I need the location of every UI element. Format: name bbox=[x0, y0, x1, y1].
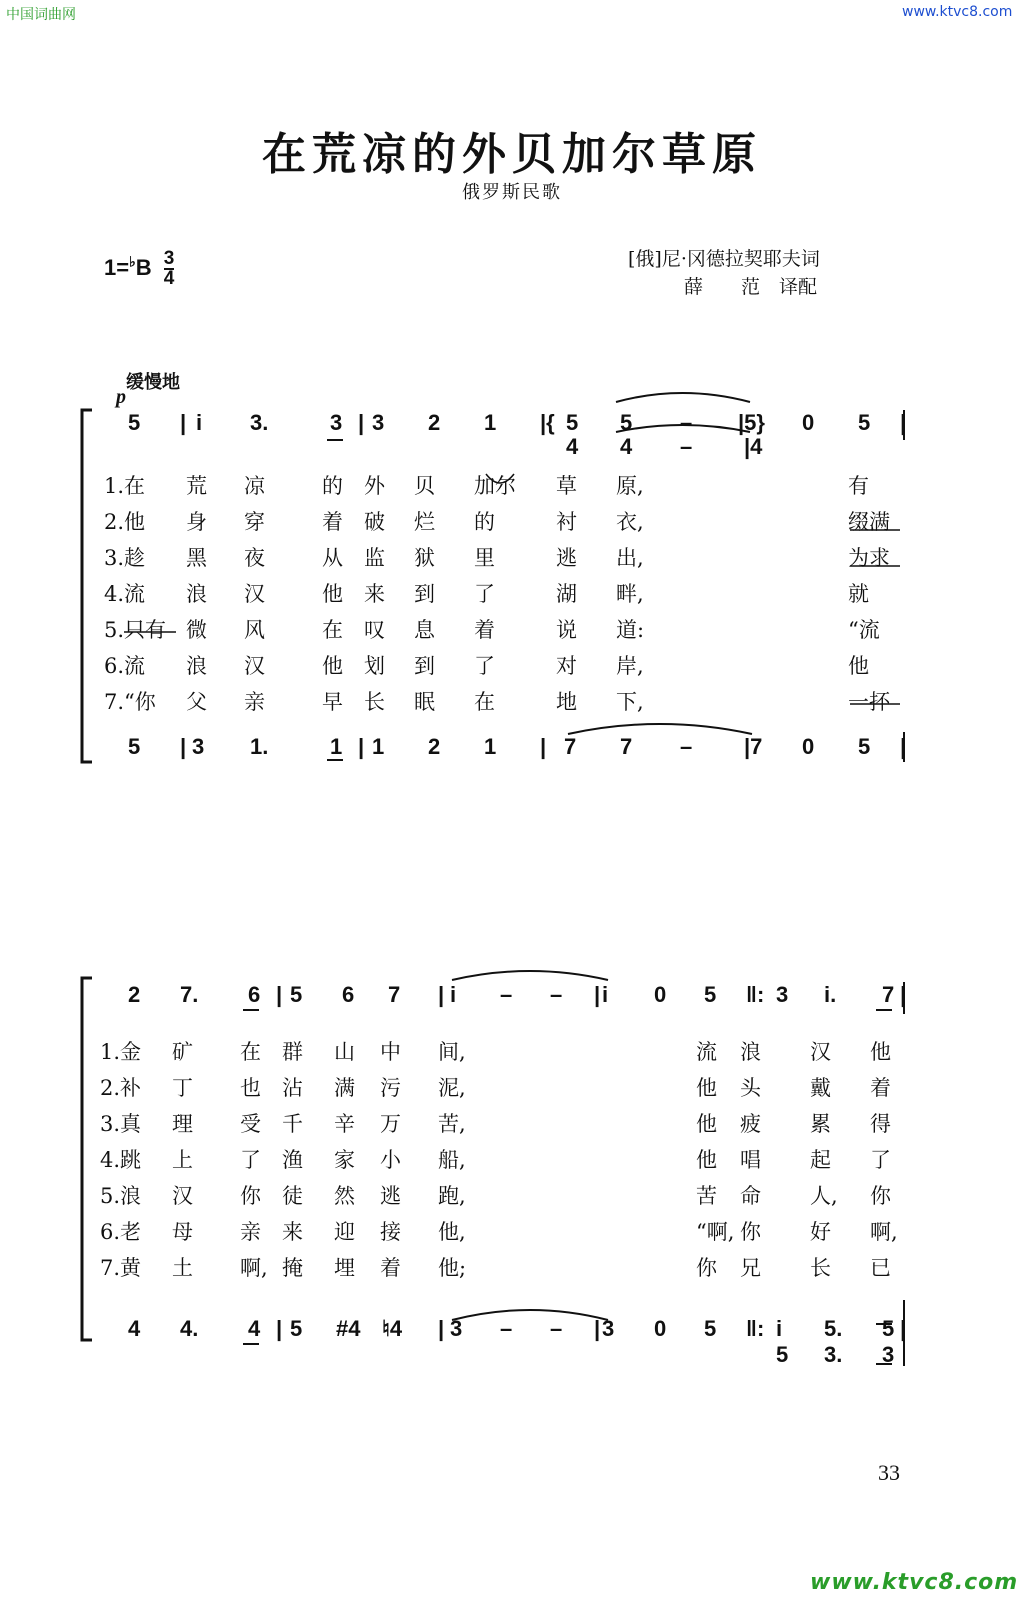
system1-verse-5-word-3: 在 bbox=[322, 618, 343, 642]
system2-verse-7-word-6: 他; bbox=[438, 1256, 467, 1280]
system2-verse-3-word-4: 辛 bbox=[334, 1112, 355, 1136]
system2-verse-7-word-8: 兄 bbox=[740, 1256, 761, 1280]
note-system1-upper-8: 1 bbox=[484, 410, 497, 435]
system2-verse-2-word-4: 满 bbox=[334, 1076, 355, 1100]
note-system1-upper-12: – bbox=[680, 410, 693, 435]
note-system1-bass-7: 2 bbox=[428, 734, 441, 759]
system2-verse-1-word-7: 流 bbox=[696, 1040, 717, 1064]
system2-verse-1-word-6: 间, bbox=[438, 1040, 466, 1064]
system1-verse-7-word-2: 亲 bbox=[244, 690, 265, 714]
system2-verse-4-word-9: 起 bbox=[810, 1148, 831, 1172]
system2-verse-7-word-5: 着 bbox=[380, 1256, 401, 1280]
note-system1-upper-10: 5 bbox=[566, 410, 579, 435]
note-system1-upper-14: 0 bbox=[802, 410, 815, 435]
watermark-top-left: 中国词曲网 bbox=[6, 7, 76, 23]
system2-verse-4-word-8: 唱 bbox=[740, 1148, 761, 1172]
note-system2-bass-1: 4. bbox=[180, 1316, 199, 1341]
system1-verse-7-word-5: 眠 bbox=[414, 690, 435, 714]
system2-verse-5-word-4: 然 bbox=[334, 1184, 355, 1208]
system1-verse-4-word-5: 到 bbox=[414, 582, 435, 606]
system1-verse-5-word-2: 风 bbox=[244, 618, 265, 642]
system1-verse-5-word-0: 5.只有 bbox=[104, 618, 167, 642]
system2-verse-2-word-9: 戴 bbox=[810, 1076, 831, 1100]
note-system1-bass-5: | bbox=[358, 734, 365, 759]
system1-verse-5-word-1: 微 bbox=[186, 618, 207, 642]
lyricist-credit: [俄]尼·冈德拉契耶夫词 bbox=[628, 248, 820, 270]
system2-verse-5-word-0: 5.浪 bbox=[100, 1184, 142, 1208]
note-system2-bass-11: | bbox=[594, 1316, 601, 1341]
system1-verse-1-word-8: 原, bbox=[616, 474, 644, 498]
note-system2-upper-7: | bbox=[438, 982, 445, 1007]
note-system1-lower_lead-1: 4 bbox=[620, 434, 633, 459]
system1-verse-1-word-5: 贝 bbox=[414, 474, 435, 498]
system1-verse-7-word-8: 下, bbox=[616, 690, 644, 714]
note-system1-bass-4: 1 bbox=[330, 734, 343, 759]
note-system2-upper-4: 5 bbox=[290, 982, 303, 1007]
system1-verse-2-word-0: 2.他 bbox=[104, 510, 146, 534]
system1-verse-3-word-1: 黑 bbox=[186, 546, 207, 570]
note-system2-bass-12: 3 bbox=[602, 1316, 615, 1341]
note-system2-bass-17: 5. bbox=[824, 1316, 843, 1341]
system1-verse-7-word-0: 7.“你 bbox=[104, 690, 156, 714]
system2-verse-4-word-3: 渔 bbox=[282, 1148, 303, 1172]
system1-verse-6-word-7: 对 bbox=[556, 654, 577, 678]
note-system2-upper-9: – bbox=[500, 982, 513, 1007]
system2-verse-2-word-3: 沾 bbox=[282, 1076, 303, 1100]
note-system1-upper-3: 3. bbox=[250, 410, 269, 435]
system1-verse-7-word-4: 长 bbox=[364, 690, 385, 714]
note-system2-bass-2: 4 bbox=[248, 1316, 261, 1341]
system2-verse-1-word-9: 汉 bbox=[810, 1040, 831, 1064]
system1-verse-6-word-3: 他 bbox=[322, 654, 343, 678]
note-system1-upper-13: |5} bbox=[738, 410, 765, 435]
system1-verse-1-word-1: 荒 bbox=[186, 474, 207, 498]
song-title: 在荒凉的外贝加尔草原 bbox=[262, 129, 762, 180]
system1-verse-1-word-9: 有 bbox=[848, 474, 869, 498]
system2-verse-3-word-9: 累 bbox=[810, 1112, 831, 1136]
system1-verse-3-word-9: 为求 bbox=[848, 546, 890, 570]
system1-verse-5-word-7: 说 bbox=[556, 618, 577, 642]
time-numerator: 3 bbox=[163, 248, 175, 269]
system2-verse-7-word-2: 啊, bbox=[240, 1256, 268, 1280]
system1-verse-2-word-7: 衬 bbox=[556, 510, 577, 534]
system1-verse-4-word-0: 4.流 bbox=[104, 582, 146, 606]
system1-verse-2-word-8: 衣, bbox=[616, 510, 644, 534]
note-system2-bass-15: ‖: bbox=[746, 1316, 765, 1341]
note-system2-bass-19: | bbox=[900, 1316, 907, 1341]
system1-verse-2-word-4: 破 bbox=[364, 510, 385, 534]
system2-verse-6-word-7: “啊, bbox=[696, 1220, 735, 1244]
system2-verse-6-word-2: 亲 bbox=[240, 1220, 261, 1244]
note-system2-upper-13: 0 bbox=[654, 982, 667, 1007]
note-system1-bass-6: 1 bbox=[372, 734, 385, 759]
system1-verse-5-word-5: 息 bbox=[414, 618, 435, 642]
system2-verse-6-word-5: 接 bbox=[380, 1220, 401, 1244]
system2-verse-7-word-4: 埋 bbox=[334, 1256, 355, 1280]
system1-verse-1-word-3: 的 bbox=[322, 474, 343, 498]
system2-verse-1-word-4: 山 bbox=[334, 1040, 355, 1064]
system2-verse-2-word-6: 泥, bbox=[438, 1076, 466, 1100]
system1-verse-6-word-2: 汉 bbox=[244, 654, 265, 678]
system2-verse-5-word-6: 跑, bbox=[438, 1184, 466, 1208]
note-system2-bass-7: | bbox=[438, 1316, 445, 1341]
system2-verse-5-word-9: 人, bbox=[810, 1184, 838, 1208]
note-system1-upper-15: 5 bbox=[858, 410, 871, 435]
system1-verse-3-word-8: 出, bbox=[616, 546, 644, 570]
system1-verse-4-word-7: 湖 bbox=[556, 582, 577, 606]
system2-verse-5-word-8: 命 bbox=[740, 1184, 761, 1208]
system1-verse-4-word-4: 来 bbox=[364, 582, 385, 606]
system1-verse-6-word-9: 他 bbox=[848, 654, 869, 678]
system1-verse-7-word-9: 一抔 bbox=[848, 690, 890, 714]
tie-bass-2 bbox=[452, 1310, 608, 1320]
system2-verse-3-word-3: 千 bbox=[282, 1112, 303, 1136]
note-system2-upper-11: | bbox=[594, 982, 601, 1007]
system1-verse-3-word-5: 狱 bbox=[414, 546, 435, 570]
system1-verse-6-word-4: 划 bbox=[364, 654, 385, 678]
system2-verse-7-word-7: 你 bbox=[696, 1256, 717, 1280]
note-system2-bass_lower-2: 3 bbox=[882, 1342, 895, 1367]
system2-verse-3-word-1: 理 bbox=[172, 1112, 193, 1136]
system2-verse-1-word-1: 矿 bbox=[172, 1040, 193, 1064]
note-system1-bass-11: 7 bbox=[620, 734, 633, 759]
system2-verse-6-word-8: 你 bbox=[740, 1220, 761, 1244]
note-system2-bass-16: i bbox=[776, 1316, 783, 1341]
system2-verse-4-word-10: 了 bbox=[870, 1148, 891, 1172]
system2-verse-3-word-10: 得 bbox=[870, 1112, 891, 1136]
system1-verse-3-word-3: 从 bbox=[322, 546, 343, 570]
system1-verse-2-word-3: 着 bbox=[322, 510, 343, 534]
note-system1-lower_lead-3: |4 bbox=[744, 434, 763, 459]
note-system1-bass-3: 1. bbox=[250, 734, 269, 759]
tie-bass-1 bbox=[568, 724, 752, 734]
tempo-marking: 缓慢地 bbox=[126, 372, 180, 393]
system2-verse-5-word-3: 徒 bbox=[282, 1184, 303, 1208]
system2-verse-4-word-2: 了 bbox=[240, 1148, 261, 1172]
system2-verse-4-word-4: 家 bbox=[334, 1148, 355, 1172]
system2-verse-1-word-3: 群 bbox=[282, 1040, 303, 1064]
note-system2-upper-17: i. bbox=[824, 982, 837, 1007]
note-system2-upper-8: i bbox=[450, 982, 457, 1007]
system1-verse-1-word-6: 加尔 bbox=[474, 474, 516, 498]
system1-verse-6-word-1: 浪 bbox=[186, 654, 207, 678]
note-system1-bass-14: 0 bbox=[802, 734, 815, 759]
system2-verse-2-word-7: 他 bbox=[696, 1076, 717, 1100]
note-system1-upper-1: | bbox=[180, 410, 187, 435]
system1-verse-6-word-8: 岸, bbox=[616, 654, 644, 678]
system2-verse-4-word-1: 上 bbox=[172, 1148, 193, 1172]
system2-verse-5-word-5: 逃 bbox=[380, 1184, 401, 1208]
note-system2-bass-5: #4 bbox=[336, 1316, 361, 1341]
system2-verse-6-word-3: 来 bbox=[282, 1220, 303, 1244]
system1-verse-6-word-6: 了 bbox=[474, 654, 495, 678]
note-system1-upper-4: 3 bbox=[330, 410, 343, 435]
system2-verse-5-word-1: 汉 bbox=[172, 1184, 193, 1208]
system1-verse-2-word-6: 的 bbox=[474, 510, 495, 534]
system2-verse-3-word-7: 他 bbox=[696, 1112, 717, 1136]
system2-verse-1-word-2: 在 bbox=[240, 1040, 261, 1064]
note-system2-upper-2: 6 bbox=[248, 982, 261, 1007]
note-system2-upper-6: 7 bbox=[388, 982, 401, 1007]
system2-verse-3-word-8: 疲 bbox=[740, 1112, 761, 1136]
system2-verse-2-word-5: 污 bbox=[380, 1076, 401, 1100]
system1-verse-4-word-9: 就 bbox=[848, 582, 869, 606]
system2-verse-6-word-0: 6.老 bbox=[100, 1220, 142, 1244]
system2-verse-4-word-7: 他 bbox=[696, 1148, 717, 1172]
system1-verse-2-word-1: 身 bbox=[186, 510, 207, 534]
note-system2-bass-10: – bbox=[550, 1316, 563, 1341]
system2-verse-1-word-0: 1.金 bbox=[100, 1040, 142, 1064]
note-system2-bass-3: | bbox=[276, 1316, 283, 1341]
note-system1-upper-16: | bbox=[900, 410, 907, 435]
note-system2-bass-13: 0 bbox=[654, 1316, 667, 1341]
note-system2-bass-4: 5 bbox=[290, 1316, 303, 1341]
note-system1-lower_lead-2: – bbox=[680, 434, 693, 459]
system2-verse-7-word-3: 掩 bbox=[282, 1256, 303, 1280]
system1-verse-3-word-0: 3.趁 bbox=[104, 546, 146, 570]
note-system2-bass-14: 5 bbox=[704, 1316, 717, 1341]
system1-verse-1-word-2: 凉 bbox=[244, 474, 265, 498]
system1-verse-7-word-1: 父 bbox=[186, 690, 207, 714]
note-system2-bass-9: – bbox=[500, 1316, 513, 1341]
system1-verse-2-word-5: 烂 bbox=[414, 510, 435, 534]
note-system1-bass-15: 5 bbox=[858, 734, 871, 759]
system2-verse-4-word-5: 小 bbox=[380, 1148, 401, 1172]
system1-verse-2-word-2: 穿 bbox=[244, 510, 265, 534]
system1-verse-4-word-2: 汉 bbox=[244, 582, 265, 606]
note-system1-bass-2: 3 bbox=[192, 734, 205, 759]
system2-verse-3-word-6: 苦, bbox=[438, 1112, 466, 1136]
note-system1-upper-11: 5 bbox=[620, 410, 633, 435]
note-system1-bass-16: | bbox=[900, 734, 907, 759]
system2-verse-6-word-9: 好 bbox=[810, 1220, 831, 1244]
tie-upper-1 bbox=[616, 393, 750, 402]
note-system1-bass-12: – bbox=[680, 734, 693, 759]
system2-verse-3-word-5: 万 bbox=[380, 1112, 401, 1136]
note-system2-upper-12: i bbox=[602, 982, 609, 1007]
note-system1-bass-8: 1 bbox=[484, 734, 497, 759]
system2-verse-2-word-10: 着 bbox=[870, 1076, 891, 1100]
note-system2-upper-1: 7. bbox=[180, 982, 199, 1007]
system1-verse-4-word-8: 畔, bbox=[616, 582, 644, 606]
note-system2-bass-8: 3 bbox=[450, 1316, 463, 1341]
system1-verse-7-word-3: 早 bbox=[322, 690, 343, 714]
system1-verse-1-word-4: 外 bbox=[364, 474, 385, 498]
key-tonic: B bbox=[135, 254, 152, 280]
note-system1-upper-7: 2 bbox=[428, 410, 441, 435]
note-system2-bass-18: 5 bbox=[882, 1316, 895, 1341]
song-subtitle: 俄罗斯民歌 bbox=[462, 182, 562, 203]
note-system2-bass_lower-1: 3. bbox=[824, 1342, 843, 1367]
system2-verse-6-word-4: 迎 bbox=[334, 1220, 355, 1244]
system1-bracket bbox=[82, 410, 92, 762]
note-system1-bass-10: 7 bbox=[564, 734, 577, 759]
tie-upper-3 bbox=[452, 971, 608, 980]
system2-verse-6-word-6: 他, bbox=[438, 1220, 466, 1244]
system2-verse-5-word-7: 苦 bbox=[696, 1184, 717, 1208]
system2-bracket bbox=[82, 978, 92, 1340]
note-system2-bass-6: ♮4 bbox=[382, 1316, 403, 1341]
system1-verse-7-word-6: 在 bbox=[474, 690, 495, 714]
page-number: 33 bbox=[878, 1460, 900, 1485]
system2-verse-7-word-1: 土 bbox=[172, 1256, 193, 1280]
system1-verse-6-word-0: 6.流 bbox=[104, 654, 146, 678]
system1-verse-5-word-6: 着 bbox=[474, 618, 495, 642]
system1-verse-5-word-9: “流 bbox=[848, 618, 880, 642]
system1-verse-3-word-2: 夜 bbox=[244, 546, 265, 570]
system2-verse-7-word-9: 长 bbox=[810, 1256, 831, 1280]
note-system2-upper-16: 3 bbox=[776, 982, 789, 1007]
system2-verse-6-word-1: 母 bbox=[172, 1220, 193, 1244]
translator-credit: 薛 范 译配 bbox=[684, 276, 818, 298]
system2-verse-7-word-0: 7.黄 bbox=[100, 1256, 142, 1280]
system2-verse-3-word-2: 受 bbox=[240, 1112, 261, 1136]
note-system2-upper-18: 7 bbox=[882, 982, 895, 1007]
note-system1-lower_lead-0: 4 bbox=[566, 434, 579, 459]
note-system2-upper-0: 2 bbox=[128, 982, 141, 1007]
note-system2-upper-19: | bbox=[900, 982, 907, 1007]
note-system1-bass-0: 5 bbox=[128, 734, 141, 759]
flat-sign: ♭ bbox=[129, 253, 136, 270]
note-system1-upper-9: |{ bbox=[540, 410, 555, 435]
system1-verse-5-word-8: 道: bbox=[616, 618, 645, 642]
note-system2-bass_lower-0: 5 bbox=[776, 1342, 789, 1367]
system2-verse-5-word-10: 你 bbox=[870, 1184, 891, 1208]
note-system2-bass-0: 4 bbox=[128, 1316, 141, 1341]
system2-verse-2-word-0: 2.补 bbox=[100, 1076, 142, 1100]
system1-verse-2-word-9: 缀满 bbox=[848, 510, 890, 534]
system1-verse-3-word-4: 监 bbox=[364, 546, 385, 570]
watermark-top-right[interactable]: www.ktvc8.com bbox=[902, 4, 1013, 20]
system2-verse-3-word-0: 3.真 bbox=[100, 1112, 142, 1136]
system2-verse-1-word-8: 浪 bbox=[740, 1040, 761, 1064]
system2-verse-7-word-10: 已 bbox=[870, 1256, 891, 1280]
system1-verse-3-word-6: 里 bbox=[474, 546, 495, 570]
system1-verse-1-word-0: 1.在 bbox=[104, 474, 146, 498]
system2-verse-1-word-5: 中 bbox=[380, 1040, 401, 1064]
system1-verse-3-word-7: 逃 bbox=[556, 546, 577, 570]
key-prefix: 1= bbox=[104, 254, 130, 280]
note-system2-upper-10: – bbox=[550, 982, 563, 1007]
system2-verse-4-word-6: 船, bbox=[438, 1148, 466, 1172]
note-system1-upper-2: i bbox=[196, 410, 203, 435]
note-system2-upper-14: 5 bbox=[704, 982, 717, 1007]
system2-verse-2-word-8: 头 bbox=[740, 1076, 761, 1100]
note-system1-upper-5: | bbox=[358, 410, 365, 435]
system1-verse-7-word-7: 地 bbox=[556, 690, 577, 714]
system2-verse-5-word-2: 你 bbox=[240, 1184, 261, 1208]
system2-verse-2-word-1: 丁 bbox=[172, 1076, 193, 1100]
system1-verse-4-word-3: 他 bbox=[322, 582, 343, 606]
system1-verse-4-word-6: 了 bbox=[474, 582, 495, 606]
note-system2-upper-3: | bbox=[276, 982, 283, 1007]
note-system1-bass-9: | bbox=[540, 734, 547, 759]
system2-verse-4-word-0: 4.跳 bbox=[100, 1148, 142, 1172]
system1-verse-4-word-1: 浪 bbox=[186, 582, 207, 606]
system1-verse-5-word-4: 叹 bbox=[364, 618, 385, 642]
system2-verse-2-word-2: 也 bbox=[240, 1076, 261, 1100]
note-system1-bass-1: | bbox=[180, 734, 187, 759]
note-system2-upper-5: 6 bbox=[342, 982, 355, 1007]
watermark-bottom-right[interactable]: www.ktvc8.com bbox=[810, 1570, 1019, 1595]
system1-verse-1-word-7: 草 bbox=[556, 474, 577, 498]
system2-verse-6-word-10: 啊, bbox=[870, 1220, 898, 1244]
note-system1-upper-6: 3 bbox=[372, 410, 385, 435]
note-system2-upper-15: ‖: bbox=[746, 982, 765, 1007]
note-system1-upper-0: 5 bbox=[128, 410, 141, 435]
system2-verse-1-word-10: 他 bbox=[870, 1040, 891, 1064]
dynamic-marking: p bbox=[116, 386, 126, 408]
note-system1-bass-13: |7 bbox=[744, 734, 763, 759]
system1-verse-6-word-5: 到 bbox=[414, 654, 435, 678]
time-denominator: 4 bbox=[163, 268, 175, 289]
